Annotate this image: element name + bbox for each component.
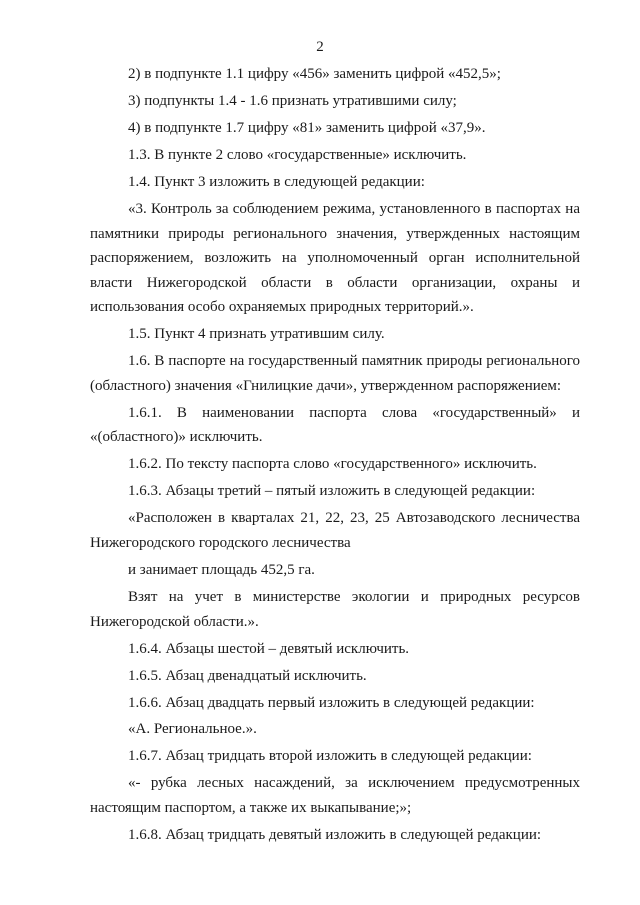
paragraph-1-6-3: 1.6.3. Абзацы третий – пятый изложить в следующей редакции: <box>128 483 536 500</box>
paragraph-quoted-logging: «- рубка лесных насаждений, за исключением предусмотренных настоящим паспортом, а также их выкапывание;»; <box>90 775 580 817</box>
paragraph-1-6-8: 1.6.8. Абзац тридцать девятый изложить в следующей редакции: <box>128 827 542 844</box>
paragraph-area: и занимает площадь 452,5 га. <box>128 561 315 578</box>
paragraph-quoted-location: «Расположен в кварталах 21, 22, 23, 25 Автозаводского лесничества Нижегородского городского лесничества <box>90 510 580 551</box>
paragraph-1-5: 1.5. Пункт 4 признать утратившим силу. <box>128 326 385 343</box>
paragraph-subitem-2: 2) в подпункте 1.1 цифру «456» заменить цифрой «452,5»; <box>128 66 501 82</box>
paragraph-registration: Взят на учет в министерстве экологии и природных ресурсов Нижегородской области.». <box>90 588 580 630</box>
paragraph-quoted-regional: «А. Региональное.». <box>128 721 257 738</box>
paragraph-1-6-4: 1.6.4. Абзацы шестой – девятый исключить. <box>128 640 410 657</box>
paragraph-subitem-3: 3) подпункты 1.4 - 1.6 признать утратившими силу; <box>128 92 457 109</box>
paragraph-subitem-4: 4) в подпункте 1.7 цифру «81» заменить цифрой «37,9». <box>128 119 486 136</box>
paragraph-1-6-6: 1.6.6. Абзац двадцать первый изложить в следующей редакции: <box>128 694 535 711</box>
paragraph-1-6: 1.6. В паспорте на государственный памятник природы регионального (областного) значения «Гнилицкие дачи», утвержденном распоряжением: <box>90 353 580 394</box>
paragraph-1-6-5: 1.6.5. Абзац двенадцатый исключить. <box>128 667 367 684</box>
paragraph-quoted-point-3: «3. Контроль за соблюдением режима, установленного в паспортах на памятники природы регионального значения, утвержденных настоящим распоряжением, возложить на уполномоченный орган исполнительной власти Нижегородской области в области организации, охраны и использования особо охраняемых природных территорий.». <box>90 200 580 316</box>
paragraph-1-3: 1.3. В пункте 2 слово «государственные» исключить. <box>128 146 467 163</box>
page-number: 2 <box>316 39 324 55</box>
paragraph-1-4: 1.4. Пункт 3 изложить в следующей редакции: <box>128 173 425 190</box>
document-body <box>90 62 580 850</box>
paragraph-1-6-1: 1.6.1. В наименовании паспорта слова «государственный» и «(областного)» исключить. <box>90 404 580 446</box>
paragraph-1-6-7: 1.6.7. Абзац тридцать второй изложить в следующей редакции: <box>128 748 532 765</box>
paragraph-1-6-2: 1.6.2. По тексту паспорта слово «государственного» исключить. <box>128 456 537 473</box>
